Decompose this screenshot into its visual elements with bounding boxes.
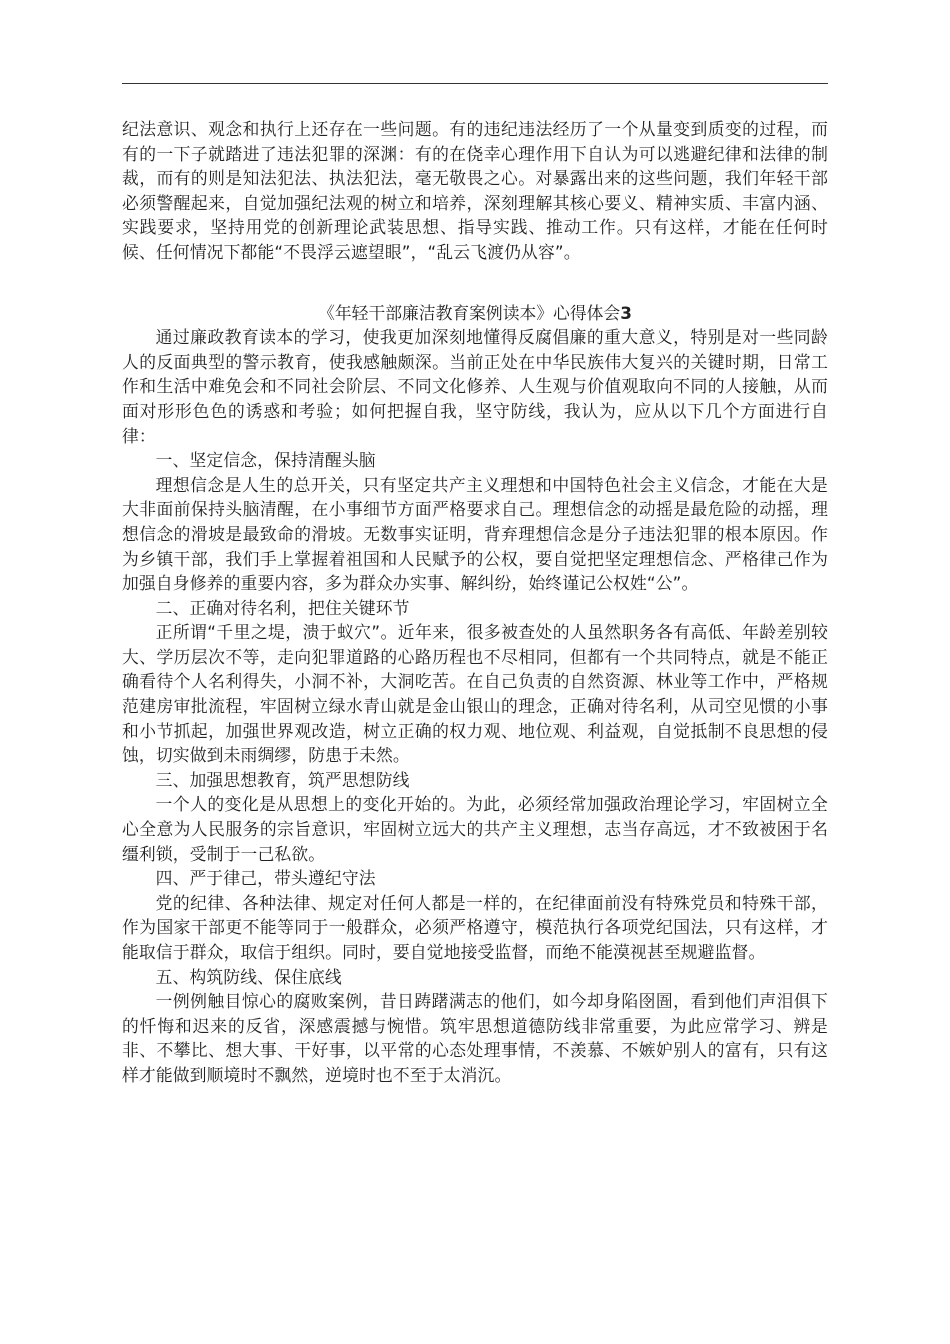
point-3-heading: 三、加强思想教育，筑严思想防线 xyxy=(155,769,410,790)
section-title-text: 《年轻干部廉洁教育案例读本》心得体会 xyxy=(318,302,621,323)
intro-paragraph: 纪法意识、观念和执行上还存在一些问题。有的违纪违法经历了一个从量变到质变的过程，而有的一下子就踏进了违法犯罪的深渊：有的在侥幸心理作用下自认为可以逃避纪律和法律的制裁，而有的则是知法犯法、执法犯法，毫无敬畏之心。对暴露出来的这些问题，我们年轻干部必须警醒起来，自觉加强纪法观的树立和培养，深刻理解其核心要义、精神实质、丰富内涵、实践要求，坚持用党的创新理论武装思想、指导实践、推动工作。只有这样，才能在任何时候、任何情况下都能“不畏浮云遮望眼”，“乱云飞渡仍从容”。 xyxy=(122,119,828,262)
header-rule xyxy=(122,83,828,84)
point-1-body: 理想信念是人生的总开关，只有坚定共产主义理想和中国特色社会主义信念，才能在大是大非面前保持头脑清醒，在小事细节方面严格要求自己。理想信念的动摇是最危险的动摇，理想信念的滑坡是最致命的滑坡。无数事实证明，背弃理想信念是分子违法犯罪的根本原因。作为乡镇干部，我们手上掌握着祖国和人民赋予的公权，要自觉把坚定理想信念、严格律己作为加强自身修养的重要内容，多为群众办实事、解纠纷，始终谨记公权姓“公”。 xyxy=(122,474,828,594)
section-title xyxy=(122,301,828,326)
document-body xyxy=(122,117,828,1088)
point-5-heading: 五、构筑防线、保住底线 xyxy=(155,966,342,987)
point-4-body: 党的纪律、各种法律、规定对任何人都是一样的，在纪律面前没有特殊党员和特殊干部，作为国家干部更不能等同于一般群众，必须严格遵守，模范执行各项党纪国法，只有这样，才能取信于群众，取信于组织。同时，要自觉地接受监督，而绝不能漠视甚至规避监督。 xyxy=(122,892,828,962)
section-number: 3 xyxy=(620,302,632,323)
point-4-heading: 四、严于律己，带头遵纪守法 xyxy=(155,868,376,889)
point-1-heading: 一、坚定信念，保持清醒头脑 xyxy=(155,450,376,471)
point-2-body: 正所谓“千里之堤，溃于蚁穴”。近年来，很多被查处的人虽然职务各有高低、年龄差别较大、学历层次不等，走向犯罪道路的心路历程也不尽相同，但都有一个共同特点，就是不能正确看待个人名利得失，小洞不补，大洞吃苦。在自己负责的自然资源、林业等工作中，严格规范建房审批流程，牢固树立绿水青山就是金山银山的理念，正确对待名利，从司空见惯的小事和小节抓起，加强世界观改造，树立正确的权力观、地位观、利益观，自觉抵制不良思想的侵蚀，切实做到未雨绸缪，防患于未然。 xyxy=(122,622,828,766)
point-5-body: 一例例触目惊心的腐败案例，昔日踌躇满志的他们，如今却身陷囹圄，看到他们声泪俱下的忏悔和迟来的反省，深感震撼与惋惜。筑牢思想道德防线非常重要，为此应常学习、辨是非、不攀比、想大事、干好事，以平常的心态处理事情，不羡慕、不嫉妒别人的富有，只有这样才能做到顺境时不飘然，逆境时也不至于太消沉。 xyxy=(122,991,828,1085)
point-3-body: 一个人的变化是从思想上的变化开始的。为此，必须经常加强政治理论学习，牢固树立全心全意为人民服务的宗旨意识，牢固树立远大的共产主义理想，志当存高远，才不致被困于名缰利锁，受制于一己私欲。 xyxy=(122,794,828,864)
opening-paragraph: 通过廉政教育读本的学习，使我更加深刻地懂得反腐倡廉的重大意义，特别是对一些同龄人的反面典型的警示教育，使我感触颇深。当前正处在中华民族伟大复兴的关键时期，日常工作和生活中难免会和不同社会阶层、不同文化修养、人生观与价值观取向不同的人接触，从而面对形形色色的诱惑和考验；如何把握自我，坚守防线，我认为，应从以下几个方面进行自律： xyxy=(122,327,828,446)
point-2-heading: 二、正确对待名利，把住关键环节 xyxy=(155,597,410,618)
